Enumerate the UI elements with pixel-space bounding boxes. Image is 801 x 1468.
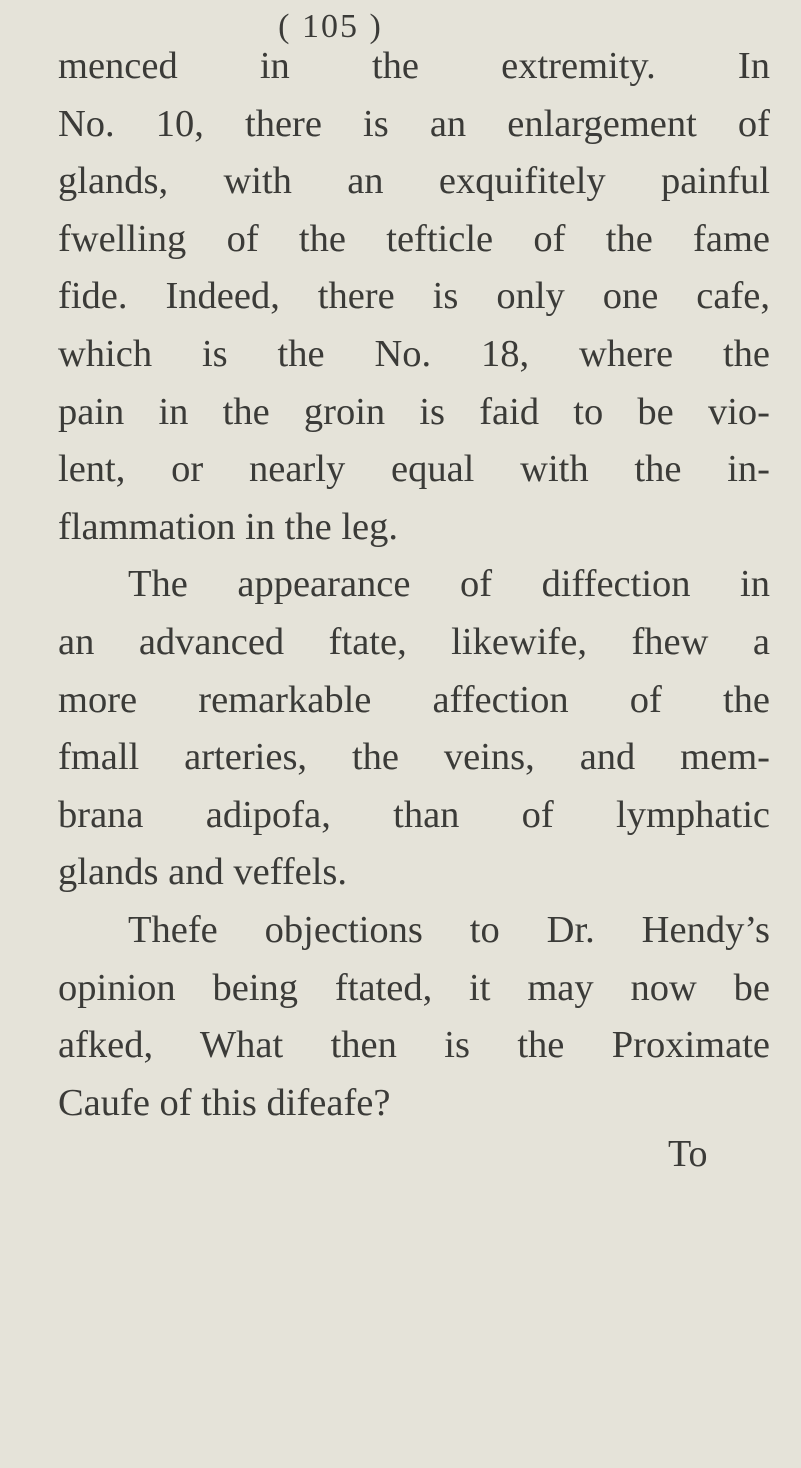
text-line: fwelling of the tefticle of the fame xyxy=(58,217,770,260)
text-line: glands, with an exquifitely painful xyxy=(58,160,770,203)
catchword: To xyxy=(668,1133,708,1175)
text-line: afked, What then is the Proximate xyxy=(58,1024,770,1067)
text-line: opinion being ftated, it may now be xyxy=(58,966,770,1009)
text-line: pain in the groin is faid to be vio- xyxy=(58,390,770,433)
paragraph-start-line: The appearance of diffection in xyxy=(128,563,770,606)
page-number: ( 105 ) xyxy=(278,8,383,45)
text-line: lent, or nearly equal with the in- xyxy=(58,448,770,491)
text-line: fmall arteries, the veins, and mem- xyxy=(58,736,770,779)
text-line: more remarkable affection of the xyxy=(58,678,770,721)
text-line: which is the No. 18, where the xyxy=(58,332,770,375)
text-line: fide. Indeed, there is only one cafe, xyxy=(58,275,770,318)
text-line: menced in the extremity. In xyxy=(58,45,770,87)
text-line: No. 10, there is an enlargement of xyxy=(58,102,770,145)
text-line: brana adipofa, than of lymphatic xyxy=(58,793,770,836)
text-line: an advanced ftate, likewife, fhew a xyxy=(58,620,770,663)
paragraph-start-line: Thefe objections to Dr. Hendy’s xyxy=(128,908,770,951)
text-line: flammation in the leg. xyxy=(58,505,398,548)
text-line: Caufe of this difeafe? xyxy=(58,1081,391,1124)
text-line: glands and veffels. xyxy=(58,851,348,894)
page-body xyxy=(58,38,770,1132)
